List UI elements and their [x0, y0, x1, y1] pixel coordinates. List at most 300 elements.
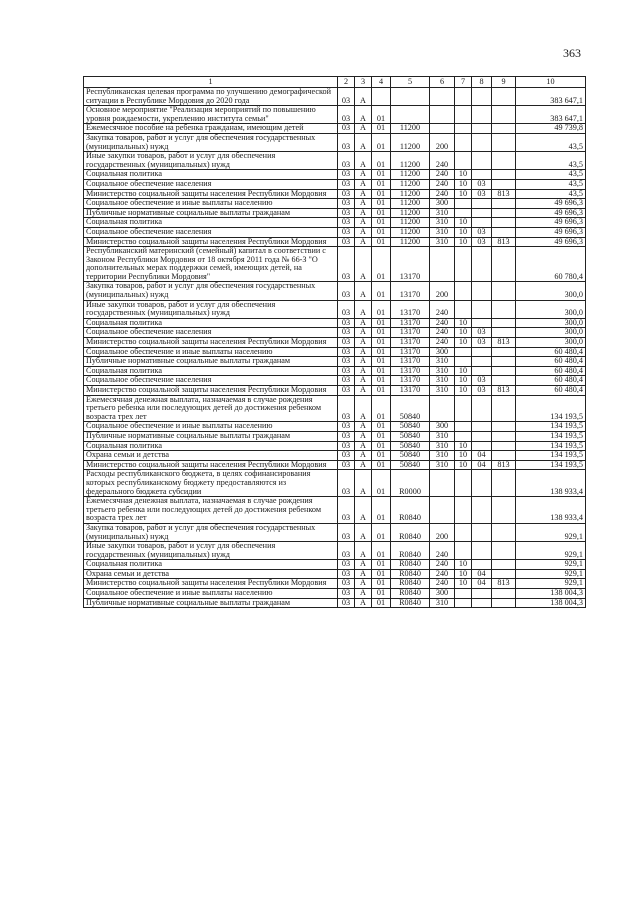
subchapter-cell: 04: [472, 451, 492, 461]
expense-type-cell: 300: [430, 422, 455, 432]
amount-cell: 300,0: [516, 338, 586, 348]
table-row: [84, 106, 586, 124]
subchapter-cell: 03: [472, 338, 492, 348]
grbs-cell: 813: [492, 460, 516, 470]
event-code-cell: 01: [372, 357, 391, 367]
row-name-cell: Ежемесячное пособие на ребенка гражданам, имеющим детей: [84, 124, 338, 134]
section-code-cell: 03: [338, 542, 355, 560]
subprogram-code-cell: А: [355, 300, 372, 318]
section-code-cell: 03: [338, 124, 355, 134]
subprogram-code-cell: А: [355, 227, 372, 237]
direction-code-cell: 13170: [391, 282, 430, 300]
subprogram-code-cell: А: [355, 133, 372, 151]
event-code-cell: 01: [372, 189, 391, 199]
event-code-cell: 01: [372, 218, 391, 228]
grbs-cell: [492, 589, 516, 599]
row-name-cell: Социальное обеспечение населения: [84, 376, 338, 386]
direction-code-cell: 13170: [391, 376, 430, 386]
table-row: [84, 431, 586, 441]
amount-cell: 134 193,5: [516, 422, 586, 432]
subprogram-code-cell: А: [355, 598, 372, 608]
expense-type-cell: 240: [430, 189, 455, 199]
event-code-cell: 01: [372, 366, 391, 376]
amount-cell: 300,0: [516, 318, 586, 328]
subchapter-cell: [472, 218, 492, 228]
direction-code-cell: 50840: [391, 441, 430, 451]
table-row: [84, 318, 586, 328]
row-name-cell: Закупка товаров, работ и услуг для обеспечения государственных (муниципальных) нужд: [84, 133, 338, 151]
direction-code-cell: 11200: [391, 152, 430, 170]
row-name-cell: Иные закупки товаров, работ и услуг для обеспечения государственных (муниципальных) нужд: [84, 152, 338, 170]
subprogram-code-cell: А: [355, 347, 372, 357]
section-code-cell: 03: [338, 386, 355, 396]
event-code-cell: 01: [372, 431, 391, 441]
subchapter-cell: [472, 208, 492, 218]
direction-code-cell: 11200: [391, 218, 430, 228]
subprogram-code-cell: А: [355, 422, 372, 432]
direction-code-cell: R0840: [391, 560, 430, 570]
direction-code-cell: R0840: [391, 542, 430, 560]
event-code-cell: 01: [372, 133, 391, 151]
chapter-cell: [455, 589, 472, 599]
amount-cell: 43,5: [516, 170, 586, 180]
event-code-cell: [372, 88, 391, 106]
section-code-cell: 03: [338, 598, 355, 608]
expense-type-cell: 310: [430, 376, 455, 386]
row-name-cell: Расходы республиканского бюджета, в целях софинансирования которых республиканскому бюджету предоставляются из федерального бюджета субсидии: [84, 470, 338, 497]
chapter-cell: 10: [455, 441, 472, 451]
section-code-cell: 03: [338, 589, 355, 599]
row-name-cell: Республиканская целевая программа по улучшению демографической ситуации в Республике Мордовия до 2020 года: [84, 88, 338, 106]
event-code-cell: 01: [372, 300, 391, 318]
table-row: [84, 589, 586, 599]
direction-code-cell: 11200: [391, 208, 430, 218]
table-row: [84, 451, 586, 461]
chapter-cell: 10: [455, 218, 472, 228]
amount-cell: 138 004,3: [516, 589, 586, 599]
subprogram-code-cell: А: [355, 282, 372, 300]
table-row: [84, 208, 586, 218]
grbs-cell: [492, 208, 516, 218]
table-row: [84, 579, 586, 589]
table-header-row: [84, 77, 586, 88]
section-code-cell: 03: [338, 347, 355, 357]
chapter-cell: [455, 357, 472, 367]
amount-cell: 60 780,4: [516, 247, 586, 282]
event-code-cell: 01: [372, 338, 391, 348]
expense-type-cell: 310: [430, 598, 455, 608]
section-code-cell: 03: [338, 328, 355, 338]
budget-table: [83, 76, 586, 608]
expense-type-cell: 310: [430, 460, 455, 470]
table-row: [84, 422, 586, 432]
subprogram-code-cell: А: [355, 386, 372, 396]
direction-code-cell: 13170: [391, 347, 430, 357]
subprogram-code-cell: А: [355, 179, 372, 189]
direction-code-cell: 50840: [391, 460, 430, 470]
section-code-cell: 03: [338, 247, 355, 282]
subprogram-code-cell: А: [355, 189, 372, 199]
table-row: [84, 88, 586, 106]
expense-type-cell: 240: [430, 152, 455, 170]
subchapter-cell: [472, 300, 492, 318]
row-name-cell: Социальное обеспечение и иные выплаты населению: [84, 347, 338, 357]
chapter-cell: [455, 300, 472, 318]
expense-type-cell: 240: [430, 542, 455, 560]
table-row: [84, 227, 586, 237]
subprogram-code-cell: А: [355, 395, 372, 422]
row-name-cell: Охрана семьи и детства: [84, 569, 338, 579]
chapter-cell: 10: [455, 328, 472, 338]
amount-cell: 60 480,4: [516, 376, 586, 386]
section-code-cell: 03: [338, 560, 355, 570]
direction-code-cell: [391, 106, 430, 124]
expense-type-cell: 240: [430, 318, 455, 328]
chapter-cell: [455, 88, 472, 106]
event-code-cell: 01: [372, 208, 391, 218]
event-code-cell: 01: [372, 598, 391, 608]
grbs-cell: [492, 347, 516, 357]
grbs-cell: 813: [492, 579, 516, 589]
subchapter-cell: [472, 88, 492, 106]
row-name-cell: Социальное обеспечение и иные выплаты населению: [84, 199, 338, 209]
table-row: [84, 347, 586, 357]
table-row: [84, 300, 586, 318]
amount-cell: 60 480,4: [516, 357, 586, 367]
section-code-cell: 03: [338, 318, 355, 328]
row-name-cell: Закупка товаров, работ и услуг для обеспечения государственных (муниципальных) нужд: [84, 282, 338, 300]
chapter-cell: 10: [455, 560, 472, 570]
expense-type-cell: [430, 395, 455, 422]
grbs-cell: [492, 88, 516, 106]
row-name-cell: Публичные нормативные социальные выплаты гражданам: [84, 208, 338, 218]
event-code-cell: 01: [372, 386, 391, 396]
table-row: [84, 386, 586, 396]
row-name-cell: Министерство социальной защиты населения Республики Мордовия: [84, 386, 338, 396]
section-code-cell: 03: [338, 237, 355, 247]
section-code-cell: 03: [338, 300, 355, 318]
chapter-cell: [455, 497, 472, 524]
expense-type-cell: 310: [430, 208, 455, 218]
row-name-cell: Министерство социальной защиты населения Республики Мордовия: [84, 189, 338, 199]
row-name-cell: Социальная политика: [84, 366, 338, 376]
table-row: [84, 366, 586, 376]
event-code-cell: 01: [372, 106, 391, 124]
direction-code-cell: 11200: [391, 170, 430, 180]
event-code-cell: 01: [372, 282, 391, 300]
direction-code-cell: R0840: [391, 589, 430, 599]
section-code-cell: 03: [338, 579, 355, 589]
section-code-cell: 03: [338, 431, 355, 441]
row-name-cell: Министерство социальной защиты населения Республики Мордовия: [84, 579, 338, 589]
section-code-cell: 03: [338, 282, 355, 300]
table-row: [84, 218, 586, 228]
event-code-cell: 01: [372, 170, 391, 180]
direction-code-cell: 50840: [391, 451, 430, 461]
chapter-cell: 10: [455, 376, 472, 386]
amount-cell: 43,5: [516, 133, 586, 151]
chapter-cell: [455, 247, 472, 282]
event-code-cell: 01: [372, 124, 391, 134]
subprogram-code-cell: А: [355, 124, 372, 134]
event-code-cell: 01: [372, 569, 391, 579]
event-code-cell: 01: [372, 328, 391, 338]
amount-cell: 138 933,4: [516, 470, 586, 497]
section-code-cell: 03: [338, 460, 355, 470]
subchapter-cell: 04: [472, 460, 492, 470]
direction-code-cell: 13170: [391, 338, 430, 348]
subprogram-code-cell: А: [355, 451, 372, 461]
event-code-cell: 01: [372, 247, 391, 282]
subprogram-code-cell: А: [355, 106, 372, 124]
chapter-cell: 10: [455, 451, 472, 461]
subprogram-code-cell: А: [355, 589, 372, 599]
subprogram-code-cell: А: [355, 470, 372, 497]
expense-type-cell: 240: [430, 338, 455, 348]
grbs-cell: [492, 179, 516, 189]
chapter-cell: [455, 133, 472, 151]
grbs-cell: [492, 318, 516, 328]
chapter-cell: [455, 523, 472, 541]
table-row: [84, 124, 586, 134]
chapter-cell: [455, 152, 472, 170]
section-code-cell: 03: [338, 227, 355, 237]
table-row: [84, 357, 586, 367]
section-code-cell: 03: [338, 569, 355, 579]
amount-cell: 49 696,3: [516, 227, 586, 237]
amount-cell: 929,1: [516, 579, 586, 589]
expense-type-cell: 240: [430, 328, 455, 338]
subchapter-cell: [472, 470, 492, 497]
chapter-cell: [455, 542, 472, 560]
table-row: [84, 560, 586, 570]
direction-code-cell: 11200: [391, 133, 430, 151]
direction-code-cell: R0840: [391, 598, 430, 608]
row-name-cell: Публичные нормативные социальные выплаты гражданам: [84, 431, 338, 441]
chapter-cell: [455, 106, 472, 124]
table-row: [84, 282, 586, 300]
row-name-cell: Министерство социальной защиты населения Республики Мордовия: [84, 338, 338, 348]
header-cell: 3: [355, 77, 372, 88]
table-row: [84, 338, 586, 348]
amount-cell: 134 193,5: [516, 451, 586, 461]
subprogram-code-cell: А: [355, 441, 372, 451]
table-row: [84, 542, 586, 560]
row-name-cell: Ежемесячная денежная выплата, назначаемая в случае рождения третьего ребенка или последующих детей до достижения ребенком возраста трех лет: [84, 497, 338, 524]
subchapter-cell: [472, 124, 492, 134]
chapter-cell: 10: [455, 366, 472, 376]
table-row: [84, 189, 586, 199]
subchapter-cell: 03: [472, 376, 492, 386]
expense-type-cell: 310: [430, 451, 455, 461]
subprogram-code-cell: А: [355, 460, 372, 470]
direction-code-cell: 50840: [391, 422, 430, 432]
grbs-cell: [492, 470, 516, 497]
expense-type-cell: 310: [430, 431, 455, 441]
grbs-cell: [492, 395, 516, 422]
grbs-cell: [492, 218, 516, 228]
subprogram-code-cell: А: [355, 237, 372, 247]
expense-type-cell: [430, 88, 455, 106]
table-row: [84, 523, 586, 541]
chapter-cell: 10: [455, 569, 472, 579]
direction-code-cell: 13170: [391, 386, 430, 396]
event-code-cell: 01: [372, 542, 391, 560]
amount-cell: 49 696,3: [516, 208, 586, 218]
expense-type-cell: [430, 497, 455, 524]
grbs-cell: 813: [492, 386, 516, 396]
grbs-cell: [492, 376, 516, 386]
event-code-cell: 01: [372, 347, 391, 357]
subchapter-cell: [472, 366, 492, 376]
row-name-cell: Охрана семьи и детства: [84, 451, 338, 461]
section-code-cell: 03: [338, 88, 355, 106]
direction-code-cell: R0000: [391, 470, 430, 497]
direction-code-cell: 11200: [391, 124, 430, 134]
grbs-cell: [492, 247, 516, 282]
chapter-cell: [455, 199, 472, 209]
header-cell: 1: [84, 77, 338, 88]
subchapter-cell: [472, 523, 492, 541]
grbs-cell: [492, 598, 516, 608]
direction-code-cell: 13170: [391, 328, 430, 338]
expense-type-cell: 300: [430, 589, 455, 599]
chapter-cell: [455, 431, 472, 441]
expense-type-cell: 200: [430, 133, 455, 151]
amount-cell: 300,0: [516, 328, 586, 338]
subprogram-code-cell: А: [355, 338, 372, 348]
table-row: [84, 247, 586, 282]
amount-cell: 300,0: [516, 282, 586, 300]
row-name-cell: Социальное обеспечение населения: [84, 179, 338, 189]
expense-type-cell: 300: [430, 199, 455, 209]
row-name-cell: Иные закупки товаров, работ и услуг для обеспечения государственных (муниципальных) нужд: [84, 542, 338, 560]
subprogram-code-cell: А: [355, 523, 372, 541]
subchapter-cell: [472, 589, 492, 599]
chapter-cell: [455, 395, 472, 422]
amount-cell: 929,1: [516, 560, 586, 570]
subchapter-cell: [472, 441, 492, 451]
grbs-cell: [492, 451, 516, 461]
page-number: 363: [563, 46, 581, 60]
header-cell: 9: [492, 77, 516, 88]
amount-cell: 49 696,3: [516, 218, 586, 228]
subprogram-code-cell: А: [355, 497, 372, 524]
subchapter-cell: [472, 133, 492, 151]
table-row: [84, 460, 586, 470]
subchapter-cell: 03: [472, 227, 492, 237]
subprogram-code-cell: А: [355, 88, 372, 106]
header-cell: 7: [455, 77, 472, 88]
amount-cell: 929,1: [516, 542, 586, 560]
chapter-cell: 10: [455, 179, 472, 189]
row-name-cell: Министерство социальной защиты населения Республики Мордовия: [84, 237, 338, 247]
subchapter-cell: [472, 282, 492, 300]
subprogram-code-cell: А: [355, 199, 372, 209]
amount-cell: 60 480,4: [516, 366, 586, 376]
expense-type-cell: 310: [430, 227, 455, 237]
chapter-cell: 10: [455, 318, 472, 328]
grbs-cell: [492, 124, 516, 134]
event-code-cell: 01: [372, 199, 391, 209]
expense-type-cell: 240: [430, 179, 455, 189]
subchapter-cell: [472, 170, 492, 180]
subprogram-code-cell: А: [355, 376, 372, 386]
subchapter-cell: [472, 497, 492, 524]
section-code-cell: 03: [338, 422, 355, 432]
expense-type-cell: [430, 106, 455, 124]
section-code-cell: 03: [338, 199, 355, 209]
subchapter-cell: [472, 598, 492, 608]
table-row: [84, 569, 586, 579]
subchapter-cell: 04: [472, 569, 492, 579]
amount-cell: 49 696,3: [516, 199, 586, 209]
section-code-cell: 03: [338, 208, 355, 218]
expense-type-cell: 240: [430, 300, 455, 318]
chapter-cell: 10: [455, 460, 472, 470]
row-name-cell: Социальное обеспечение и иные выплаты населению: [84, 589, 338, 599]
table-row: [84, 133, 586, 151]
section-code-cell: 03: [338, 497, 355, 524]
grbs-cell: 813: [492, 237, 516, 247]
row-name-cell: Публичные нормативные социальные выплаты гражданам: [84, 598, 338, 608]
chapter-cell: [455, 422, 472, 432]
row-name-cell: Ежемесячная денежная выплата, назначаемая в случае рождения третьего ребенка или последующих детей до достижения ребенком возраста трех лет: [84, 395, 338, 422]
expense-type-cell: [430, 124, 455, 134]
expense-type-cell: 310: [430, 441, 455, 451]
subprogram-code-cell: А: [355, 560, 372, 570]
header-cell: 2: [338, 77, 355, 88]
subchapter-cell: [472, 247, 492, 282]
event-code-cell: 01: [372, 179, 391, 189]
table-row: [84, 152, 586, 170]
subchapter-cell: 03: [472, 189, 492, 199]
row-name-cell: Социальная политика: [84, 170, 338, 180]
table-row: [84, 470, 586, 497]
section-code-cell: 03: [338, 133, 355, 151]
event-code-cell: 01: [372, 422, 391, 432]
chapter-cell: 10: [455, 338, 472, 348]
direction-code-cell: 11200: [391, 179, 430, 189]
subprogram-code-cell: А: [355, 152, 372, 170]
header-cell: 10: [516, 77, 586, 88]
section-code-cell: 03: [338, 179, 355, 189]
expense-type-cell: 200: [430, 282, 455, 300]
subchapter-cell: [472, 347, 492, 357]
amount-cell: 134 193,5: [516, 431, 586, 441]
grbs-cell: [492, 431, 516, 441]
chapter-cell: [455, 208, 472, 218]
event-code-cell: 01: [372, 523, 391, 541]
expense-type-cell: 310: [430, 218, 455, 228]
direction-code-cell: R0840: [391, 497, 430, 524]
event-code-cell: 01: [372, 451, 391, 461]
subchapter-cell: [472, 542, 492, 560]
grbs-cell: [492, 441, 516, 451]
event-code-cell: 01: [372, 579, 391, 589]
section-code-cell: 03: [338, 376, 355, 386]
chapter-cell: [455, 124, 472, 134]
subchapter-cell: 03: [472, 179, 492, 189]
expense-type-cell: [430, 470, 455, 497]
event-code-cell: 01: [372, 441, 391, 451]
subprogram-code-cell: А: [355, 366, 372, 376]
subprogram-code-cell: А: [355, 431, 372, 441]
table-row: [84, 170, 586, 180]
subchapter-cell: [472, 318, 492, 328]
amount-cell: 138 933,4: [516, 497, 586, 524]
header-cell: 4: [372, 77, 391, 88]
